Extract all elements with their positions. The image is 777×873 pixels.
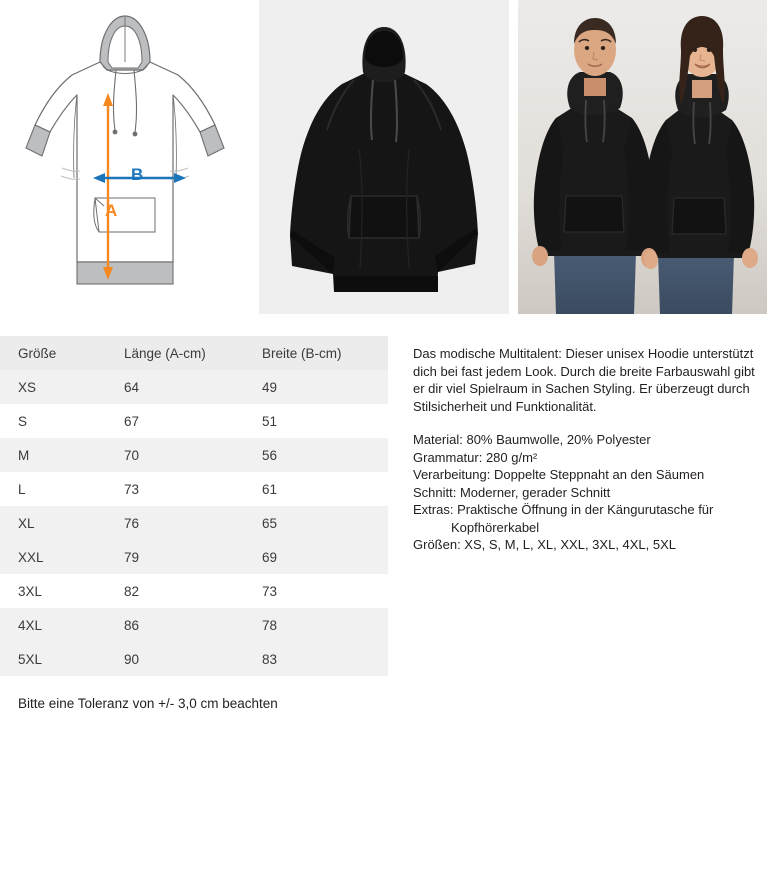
label-a-text: A <box>105 201 118 220</box>
spec-processing: Verarbeitung: Doppelte Steppnaht an den Säumen <box>413 467 705 482</box>
size-table-column <box>0 336 388 711</box>
cell-length: 79 <box>123 549 139 565</box>
spec-material: Material: 80% Baumwolle, 20% Polyester <box>413 432 651 447</box>
cell-size: L <box>18 481 26 497</box>
cell-width: 83 <box>261 651 277 667</box>
table-header-row <box>0 336 388 370</box>
spec-weight: Grammatur: 280 g/m² <box>413 449 538 465</box>
table-row <box>0 642 388 676</box>
description-intro: Das modische Multitalent: Dieser unisex Hoodie unterstützt dich bei fast jedem Look. Durch die breite Farbauswahl gibt er dir viel Spielraum in Sachen Styling. Er überzeugt durch Stilsicherheit und Funktionalität. <box>413 346 755 414</box>
cell-size: XL <box>18 515 35 531</box>
table-row <box>0 540 388 574</box>
cell-size: 5XL <box>18 651 43 667</box>
cell-size: XXL <box>18 549 44 565</box>
spec-cut: Schnitt: Moderner, gerader Schnitt <box>413 484 611 500</box>
description-column <box>388 336 777 711</box>
cell-length: 67 <box>123 413 139 429</box>
table-row <box>0 506 388 540</box>
technical-drawing-illustration <box>0 0 250 314</box>
cell-width: 73 <box>261 583 277 599</box>
cell-length: 76 <box>123 515 139 531</box>
cell-width: 56 <box>261 447 277 463</box>
cell-width: 51 <box>261 413 277 429</box>
cell-size: 3XL <box>18 583 43 599</box>
table-row <box>0 608 388 642</box>
technical-drawing-panel <box>0 0 250 314</box>
column-header-width: Breite (B-cm) <box>261 345 342 361</box>
cell-width: 61 <box>261 481 277 497</box>
table-row <box>0 370 388 404</box>
label-b-text: B <box>131 165 144 184</box>
cell-length: 70 <box>123 447 139 463</box>
table-row <box>0 404 388 438</box>
spec-extras-continued: Kopfhörerkabel <box>451 519 540 535</box>
product-photo-panel <box>259 0 509 314</box>
tolerance-note: Bitte eine Toleranz von +/- 3,0 cm beachten <box>18 696 278 711</box>
cell-size: 4XL <box>18 617 43 633</box>
table-row <box>0 438 388 472</box>
cell-size: S <box>18 413 28 429</box>
spec-sizes: Größen: XS, S, M, L, XL, XXL, 3XL, 4XL, 5XL <box>413 537 677 552</box>
spec-extras: Extras: Praktische Öffnung in der Kängurutasche für <box>413 502 714 517</box>
model-photo-illustration <box>518 0 767 314</box>
cell-length: 90 <box>123 651 139 667</box>
size-table <box>0 336 388 676</box>
content-area <box>0 336 777 711</box>
image-row <box>0 0 777 314</box>
cell-length: 86 <box>123 617 139 633</box>
cell-size: M <box>18 447 30 463</box>
cell-width: 49 <box>261 379 277 395</box>
column-header-size: Größe <box>18 345 57 361</box>
cell-width: 65 <box>261 515 277 531</box>
table-row <box>0 574 388 608</box>
model-photo-panel <box>518 0 767 314</box>
table-row <box>0 472 388 506</box>
cell-size: XS <box>18 379 37 395</box>
cell-length: 64 <box>123 379 139 395</box>
column-header-length: Länge (A-cm) <box>123 345 206 361</box>
cell-width: 78 <box>261 617 277 633</box>
cell-length: 82 <box>123 583 139 599</box>
cell-length: 73 <box>123 481 139 497</box>
cell-width: 69 <box>261 549 277 565</box>
product-hoodie-illustration <box>259 0 509 314</box>
